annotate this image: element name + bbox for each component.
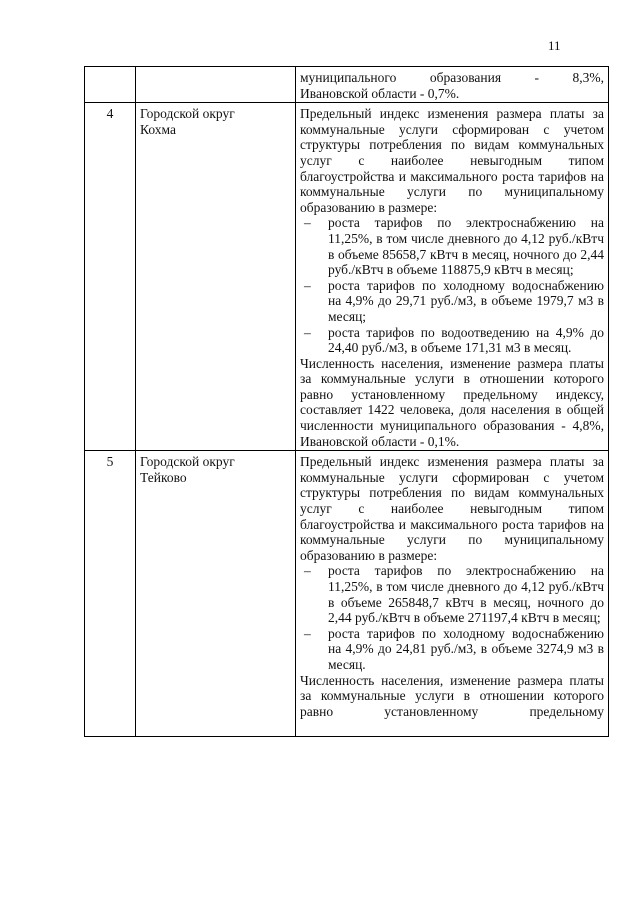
- description-cell: [296, 451, 609, 737]
- tariff-list: [300, 563, 604, 672]
- intro-paragraph: Предельный индекс изменения размера платы за коммунальные услуги сформирован с учетом структуры потребления по видам коммунальных услуг с наиболее невыгодным типом благоустройства и максимального роста тарифов на коммунальные услуги по муниципальному образованию в размере:: [300, 106, 604, 215]
- population-paragraph: Численность населения, изменение размера платы за коммунальные услуги в отношении которого равно установленному предельному индексу, составляет 1422 человека, доля населения в общей численности муниципального образования - 4,8%, Ивановской области - 0,1%.: [300, 355, 604, 449]
- name-cell: [136, 67, 296, 103]
- dash-bullet: –: [304, 625, 311, 641]
- description-cell: [296, 67, 609, 103]
- population-paragraph: Численность населения, изменение размера платы за коммунальные услуги в отношении которого равно установленному предельному: [300, 672, 604, 719]
- list-item: [300, 563, 604, 625]
- list-item: [300, 215, 604, 277]
- tariff-table: [84, 66, 609, 737]
- municipality-name-line-1: Городской округ: [140, 106, 235, 122]
- page-number: 11: [548, 38, 561, 53]
- municipality-name-line-1: Городской округ: [140, 454, 235, 470]
- list-item-text: роста тарифов по электроснабжению на 11,25%, в том числе дневного до 4,12 руб./кВтч в объеме 265848,7 кВтч в месяц, ночного до 2,44 руб./кВтч в объеме 271197,4 кВтч в месяц;: [328, 563, 604, 626]
- table-row: [85, 103, 609, 451]
- row-number: 5: [85, 451, 136, 737]
- list-item-text: роста тарифов по холодному водоснабжению на 4,9% до 29,71 руб./м3, в объеме 1979,7 м3 в месяц;: [328, 277, 604, 324]
- table-row: [85, 451, 609, 737]
- municipality-name: [136, 103, 296, 451]
- dash-bullet: –: [304, 563, 311, 579]
- municipality-name: [136, 451, 296, 737]
- table-row-continuation: [85, 67, 609, 103]
- continuation-line-2: Ивановской области - 0,7%.: [300, 85, 460, 101]
- dash-bullet: –: [304, 324, 311, 340]
- dash-bullet: –: [304, 277, 311, 293]
- list-item: [300, 626, 604, 673]
- description-cell: [296, 103, 609, 451]
- list-item-text: роста тарифов по холодному водоснабжению на 4,9% до 24,81 руб./м3, в объеме 3274,9 м3 в месяц.: [328, 625, 604, 672]
- list-item-text: роста тарифов по водоотведению на 4,9% до 24,40 руб./м3, в объеме 171,31 м3 в месяц.: [328, 324, 604, 356]
- municipality-name-line-2: Тейково: [140, 469, 187, 485]
- row-number: 4: [85, 103, 136, 451]
- tariff-list: [300, 215, 604, 355]
- num-cell: [85, 67, 136, 103]
- list-item: [300, 325, 604, 356]
- continuation-line-1: муниципального образования - 8,3%,: [300, 70, 604, 85]
- list-item-text: роста тарифов по электроснабжению на 11,25%, в том числе дневного до 4,12 руб./кВтч в объеме 85658,7 кВтч в месяц, ночного до 2,44 руб./кВтч в объеме 118875,9 кВтч в месяц;: [328, 215, 604, 278]
- municipality-name-line-2: Кохма: [140, 121, 176, 137]
- dash-bullet: –: [304, 215, 311, 231]
- list-item: [300, 278, 604, 325]
- intro-paragraph: Предельный индекс изменения размера платы за коммунальные услуги сформирован с учетом структуры потребления по видам коммунальных услуг с наиболее невыгодным типом благоустройства и максимального роста тарифов на коммунальные услуги по муниципальному образованию в размере:: [300, 454, 604, 563]
